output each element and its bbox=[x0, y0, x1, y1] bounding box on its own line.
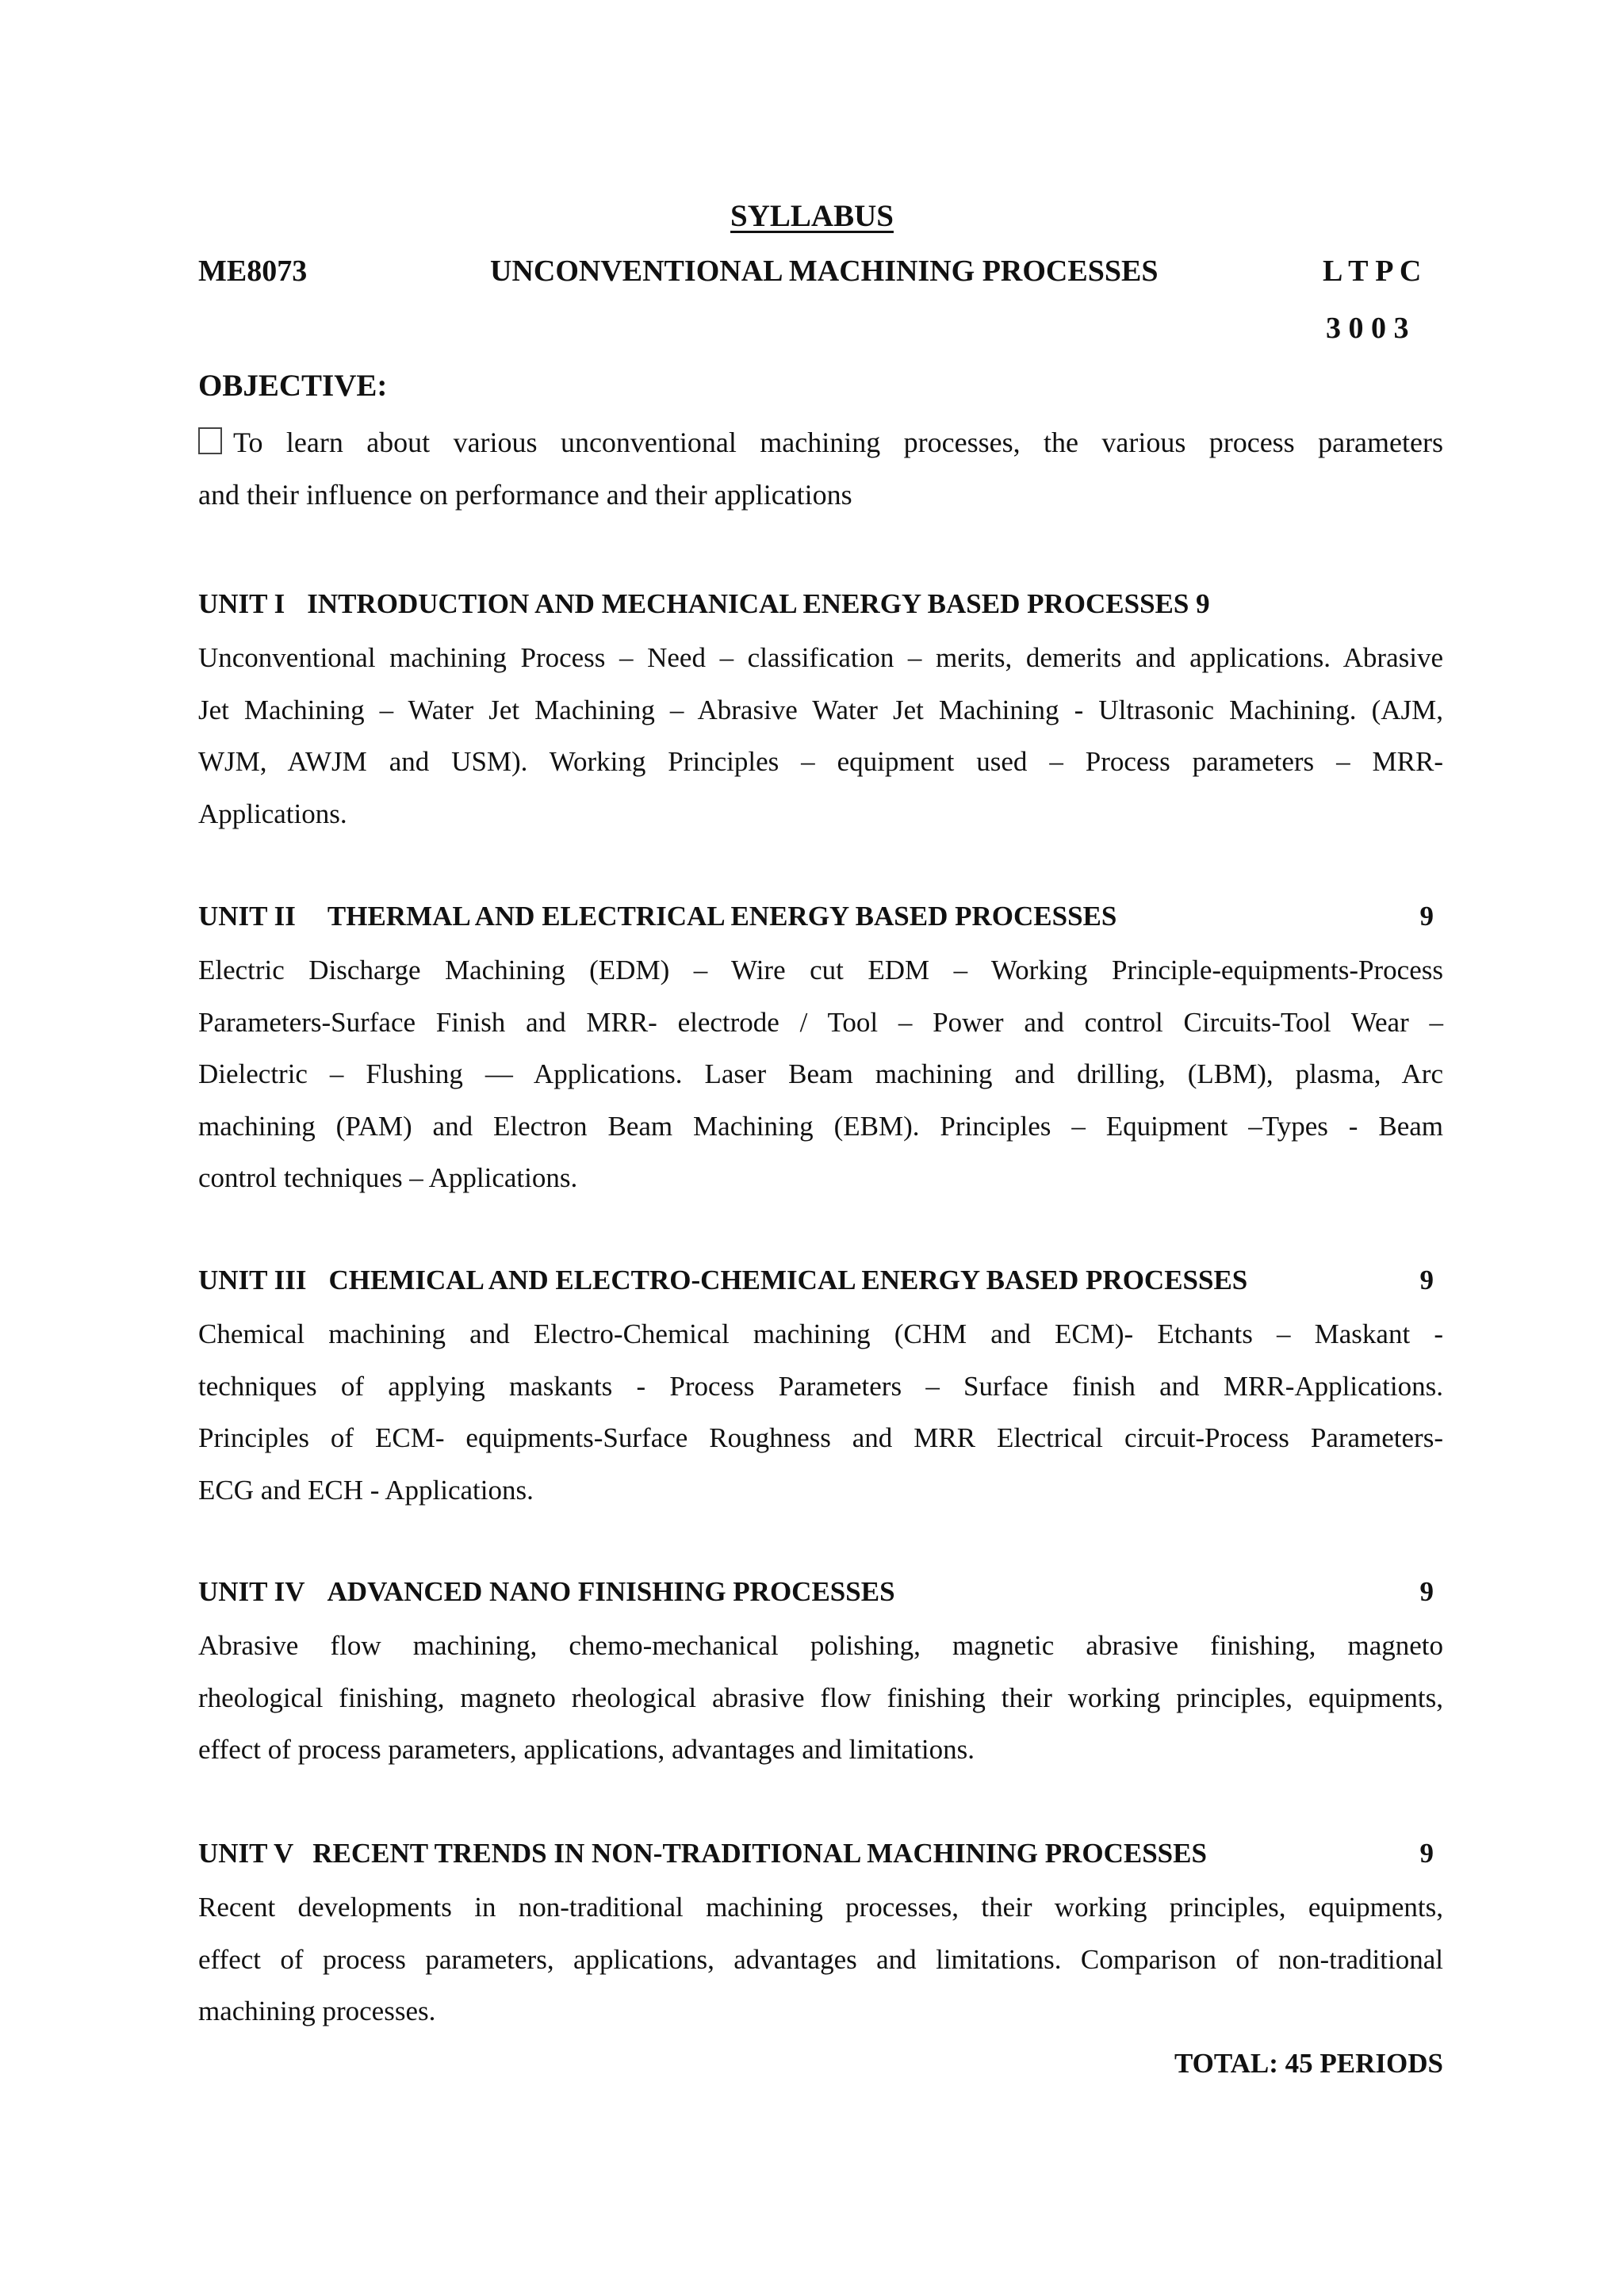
unit-5-body: Recent developments in non-traditional machining processes, their working principles, equipments, effect of process parameters, applications, advantages and limitations. Comparison of non-traditional machining processes. bbox=[198, 1892, 1443, 2026]
unit-4-hours: 9 bbox=[1419, 1576, 1434, 1607]
total-periods: TOTAL: 45 PERIODS bbox=[1174, 2048, 1443, 2079]
unit-2-title: THERMAL AND ELECTRICAL ENERGY BASED PROCESSES bbox=[327, 901, 1117, 932]
unit-2-body: Electric Discharge Machining (EDM) – Wire cut EDM – Working Principle-equipments-Process Parameters-Surface Finish and MRR- electrode / Tool – Power and control Circuits-Tool Wear – Dielectric – Flushing — Applications. Laser Beam machining and drilling, (LBM), plasma, Arc machining (PAM) and Electron Beam Machining (EBM). Principles – Equipment –Types - Beam control techniques – Applications. bbox=[198, 955, 1443, 1193]
unit-4-body: Abrasive flow machining, chemo-mechanical polishing, magnetic abrasive finishing, magneto rheological finishing, magneto rheological abrasive flow finishing their working principles, equipments, effect of process parameters, applications, advantages and limitations. bbox=[198, 1630, 1443, 1765]
unit-2-hours: 9 bbox=[1419, 901, 1434, 932]
unit-1-heading: UNIT I INTRODUCTION AND MECHANICAL ENERGY BASED PROCESSES 9 bbox=[198, 588, 1210, 619]
bullet-box-icon bbox=[198, 427, 222, 454]
objective-text bbox=[198, 417, 1443, 521]
objective-heading: OBJECTIVE: bbox=[198, 369, 388, 403]
unit-5-hours: 9 bbox=[1419, 1838, 1434, 1869]
objective-line: To learn about various unconventional machining processes, the various process parameters bbox=[198, 417, 1443, 469]
unit-3-heading: UNIT III CHEMICAL AND ELECTRO-CHEMICAL ENERGY BASED PROCESSES 9 bbox=[198, 1265, 1434, 1295]
course-title: UNCONVENTIONAL MACHINING PROCESSES bbox=[490, 254, 1159, 288]
unit-5-title: RECENT TRENDS IN NON-TRADITIONAL MACHINING PROCESSES bbox=[312, 1838, 1207, 1869]
unit-3-hours: 9 bbox=[1419, 1265, 1434, 1295]
unit-4-heading: UNIT IV ADVANCED NANO FINISHING PROCESSES 9 bbox=[198, 1576, 1434, 1607]
unit-5-heading: UNIT V RECENT TRENDS IN NON-TRADITIONAL MACHINING PROCESSES 9 bbox=[198, 1838, 1434, 1869]
ltpc-labels: L T P C bbox=[1323, 254, 1422, 288]
course-code: ME8073 bbox=[198, 254, 308, 288]
unit-3-title: CHEMICAL AND ELECTRO-CHEMICAL ENERGY BASED PROCESSES bbox=[328, 1265, 1248, 1295]
unit-1-body: Unconventional machining Process – Need – classification – merits, demerits and applications. Abrasive Jet Machining – Water Jet Machining – Abrasive Water Jet Machining - Ultrasonic Machining. (AJM, WJM, AWJM and USM). Working Principles – equipment used – Process parameters – MRR- Applications. bbox=[198, 642, 1443, 829]
ltpc-values: 3 0 0 3 bbox=[1326, 312, 1409, 345]
unit-1-title: INTRODUCTION AND MECHANICAL ENERGY BASED PROCESSES 9 bbox=[307, 588, 1210, 619]
unit-2-heading: UNIT II THERMAL AND ELECTRICAL ENERGY BASED PROCESSES 9 bbox=[198, 901, 1434, 932]
unit-4-title: ADVANCED NANO FINISHING PROCESSES bbox=[327, 1576, 895, 1607]
syllabus-title: SYLLABUS bbox=[730, 199, 894, 233]
unit-3-body: Chemical machining and Electro-Chemical machining (CHM and ECM)- Etchants – Maskant - techniques of applying maskants - Process Parameters – Surface finish and MRR-Applications. Principles of ECM- equipments-Surface Roughness and MRR Electrical circuit-Process Parameters- ECG and ECH - Applications. bbox=[198, 1318, 1443, 1506]
objective-line: and their influence on performance and their applications bbox=[198, 478, 852, 511]
